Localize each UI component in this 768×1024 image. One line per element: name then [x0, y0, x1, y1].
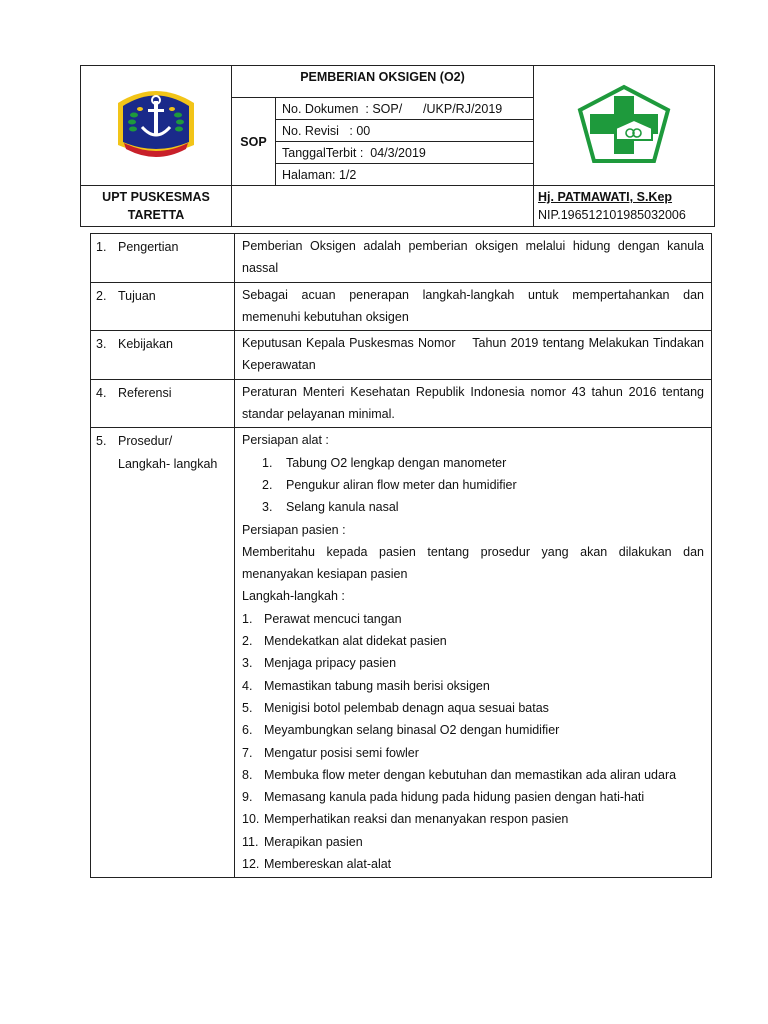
step-number: 12.: [242, 857, 260, 872]
signatory: [534, 186, 715, 227]
section-text: Peraturan Menteri Kesehatan Republik Indonesia nomor 43 tahun 2016 tentang standar pelayanan minimal.: [235, 379, 712, 428]
section-text: Keputusan Kepala Puskesmas Nomor Tahun 2019 tentang Melakukan Tindakan Keperawatan: [235, 331, 712, 380]
sop-content-table: [90, 233, 712, 878]
step-number: 5.: [242, 700, 253, 715]
section-label: Referensi: [118, 385, 172, 400]
step-text: Mendekatkan alat didekat pasien: [264, 634, 447, 649]
signatory-name: Hj. PATMAWATI, S.Kep: [538, 190, 673, 204]
section-tujuan: [91, 282, 712, 331]
step-list: [242, 608, 704, 876]
alat-list: [242, 452, 704, 519]
section-text: Sebagai acuan penerapan langkah-langkah untuk mempertahankan dan memenuhi kebutuhan oksigen: [235, 282, 712, 331]
step-text: Membereskan alat-alat: [264, 857, 392, 872]
step-number: 8.: [242, 767, 253, 782]
step-item: [242, 719, 704, 741]
step-number: 10.: [242, 812, 260, 827]
procedure-content: [235, 428, 712, 878]
alat-item: [242, 452, 704, 474]
section-number: 3.: [96, 337, 107, 352]
step-item: [242, 831, 704, 853]
section-label: Prosedur/: [118, 434, 173, 449]
step-number: 9.: [242, 790, 253, 805]
step-text: Merapikan pasien: [264, 834, 363, 849]
alat-item: [242, 474, 704, 496]
step-item: [242, 742, 704, 764]
section-number: 5.: [96, 434, 107, 449]
step-number: 1.: [242, 611, 253, 626]
signatory-nip: NIP.196512101985032006: [538, 208, 686, 222]
step-text: Memasang kanula pada hidung pada hidung pasien dengan hati-hati: [264, 790, 645, 805]
step-item: [242, 786, 704, 808]
organization-name: [81, 186, 232, 227]
alat-item-text: Selang kanula nasal: [286, 500, 399, 515]
alat-item-text: Tabung O2 lengkap dengan manometer: [286, 455, 507, 470]
section-referensi: [91, 379, 712, 428]
left-logo-cell: [81, 66, 232, 186]
step-text: Menigisi botol pelembab denagn aqua sesuai batas: [264, 700, 549, 715]
section-prosedur: [91, 428, 712, 878]
step-text: Menjaga pripacy pasien: [264, 656, 397, 671]
step-number: 4.: [242, 678, 253, 693]
pasien-heading: Persiapan pasien :: [242, 522, 346, 537]
sop-label: SOP: [232, 98, 276, 186]
step-item: [242, 764, 704, 786]
pasien-text: Memberitahu kepada pasien tentang prosedur yang akan dilakukan dan menanyakan kesiapan pasien: [242, 544, 704, 582]
document-title: PEMBERIAN OKSIGEN (O2): [232, 66, 534, 98]
step-text: Meyambungkan selang binasal O2 dengan humidifier: [264, 723, 560, 738]
issue-date: TanggalTerbit : 04/3/2019: [276, 142, 534, 164]
right-logo-cell: [534, 66, 715, 186]
alat-item-text: Pengukur aliran flow meter dan humidifier: [286, 477, 517, 492]
section-number: 4.: [96, 385, 107, 400]
step-text: Memastikan tabung masih berisi oksigen: [264, 678, 490, 693]
step-number: 3.: [242, 656, 253, 671]
alat-heading: Persiapan alat :: [242, 433, 329, 448]
step-number: 6.: [242, 723, 253, 738]
step-text: Memperhatikan reaksi dan menanyakan respon pasien: [264, 812, 569, 827]
section-number: 1.: [96, 240, 107, 254]
regional-emblem-icon: [110, 83, 202, 165]
step-item: [242, 608, 704, 630]
section-label-line-2: Langkah- langkah: [118, 456, 218, 471]
empty-footer-cell: [232, 186, 534, 227]
step-text: Perawat mencuci tangan: [264, 611, 402, 626]
langkah-heading: Langkah-langkah :: [242, 589, 345, 604]
step-item: [242, 630, 704, 652]
step-item: [242, 853, 704, 875]
organization-line-1: UPT PUSKESMAS: [102, 190, 210, 204]
document-number: No. Dokumen : SOP/ /UKP/RJ/2019: [276, 98, 534, 120]
step-item: [242, 697, 704, 719]
step-number: 11.: [242, 834, 259, 849]
section-label: Tujuan: [118, 288, 156, 303]
section-pengertian: [91, 234, 712, 283]
step-item: [242, 808, 704, 830]
step-text: Membuka flow meter dengan kebutuhan dan memastikan ada aliran udara: [264, 767, 677, 782]
alat-item: [242, 496, 704, 518]
step-item: [242, 652, 704, 674]
puskesmas-cross-icon: [576, 84, 672, 164]
page-number: Halaman: 1/2: [276, 164, 534, 186]
sop-header-table: [80, 65, 715, 227]
step-item: [242, 675, 704, 697]
organization-line-2: TARETTA: [127, 208, 185, 222]
revision-number: No. Revisi : 00: [276, 120, 534, 142]
step-number: 2.: [242, 634, 253, 649]
section-kebijakan: [91, 331, 712, 380]
alat-item-number: 2.: [262, 477, 273, 492]
alat-item-number: 1.: [262, 455, 273, 470]
section-label: Kebijakan: [118, 337, 173, 352]
section-text: Pemberian Oksigen adalah pemberian oksigen melalui hidung dengan kanula nassal: [235, 234, 712, 283]
section-label: Pengertian: [118, 240, 179, 254]
step-number: 7.: [242, 745, 253, 760]
alat-item-number: 3.: [262, 500, 273, 515]
section-number: 2.: [96, 288, 107, 303]
step-text: Mengatur posisi semi fowler: [264, 745, 419, 760]
